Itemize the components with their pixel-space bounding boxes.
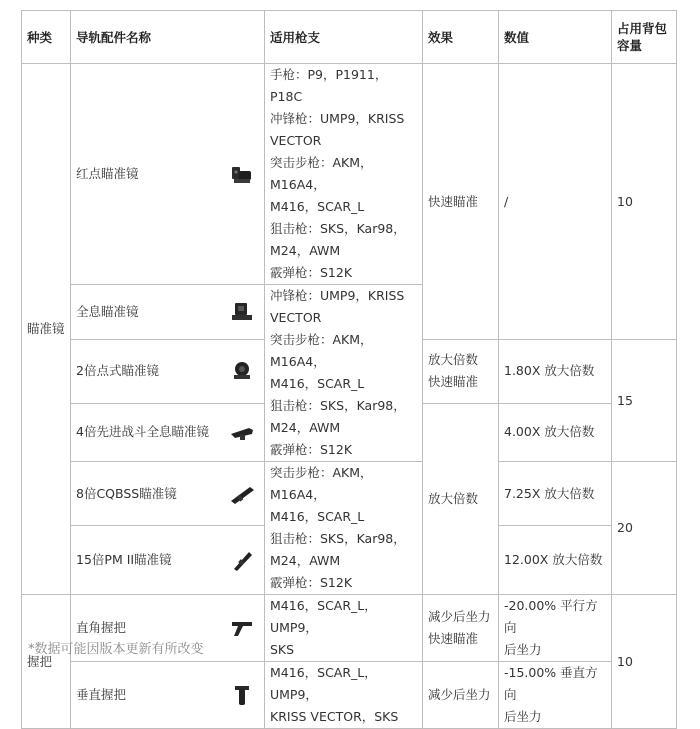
4x-acog-icon xyxy=(229,420,255,444)
header-effect: 效果 xyxy=(423,11,499,64)
8x-scope-icon xyxy=(229,482,255,506)
table-row xyxy=(22,64,677,285)
capacity-cell: 15 xyxy=(612,340,677,462)
group-grip: 握把 xyxy=(22,595,71,729)
value-cell: -20.00% 平行方向 后坐力 xyxy=(499,595,612,662)
value-cell: 12.00X 放大倍数 xyxy=(499,526,612,595)
item-name-cell xyxy=(71,64,265,285)
header-kind: 种类 xyxy=(22,11,71,64)
item-name-cell xyxy=(71,662,265,729)
header-guns: 适用枪支 xyxy=(265,11,423,64)
footnote: *数据可能因版本更新有所改变 xyxy=(28,642,204,657)
capacity-cell: 10 xyxy=(612,64,677,340)
header-value: 数值 xyxy=(499,11,612,64)
capacity-cell: 10 xyxy=(612,595,677,729)
header-name: 导轨配件名称 xyxy=(71,11,265,64)
value-cell: / xyxy=(499,64,612,340)
item-name: 2倍点式瞄准镜 xyxy=(76,363,159,379)
table-row xyxy=(22,462,677,526)
item-name: 15倍PM II瞄准镜 xyxy=(76,552,172,568)
vertical-grip-icon xyxy=(229,683,255,707)
angled-grip-icon xyxy=(229,616,255,640)
attachments-table xyxy=(21,10,677,729)
guns-cell: 突击步枪：AKM，M16A4， M416，SCAR_L 狙击枪：SKS，Kar98， M24，AWM 霰弹枪：S12K xyxy=(265,462,423,595)
effect-cell: 快速瞄准 xyxy=(423,64,499,340)
effect-cell: 放大倍数 快速瞄准 xyxy=(423,340,499,404)
table-row xyxy=(22,662,677,729)
value-cell: 1.80X 放大倍数 xyxy=(499,340,612,404)
value-cell: 4.00X 放大倍数 xyxy=(499,403,612,462)
item-name-cell xyxy=(71,340,265,404)
item-name: 4倍先进战斗全息瞄准镜 xyxy=(76,424,209,440)
effect-cell: 放大倍数 xyxy=(423,403,499,595)
guns-cell: M416，SCAR_L，UMP9， KRISS VECTOR，SKS xyxy=(265,662,423,729)
item-name: 全息瞄准镜 xyxy=(76,304,139,319)
15x-scope-icon xyxy=(229,548,255,572)
2x-scope-icon xyxy=(229,359,255,383)
holographic-sight-icon xyxy=(229,300,255,324)
header-capacity: 占用背包容量 xyxy=(612,11,677,64)
item-name-cell xyxy=(71,462,265,526)
value-cell: 7.25X 放大倍数 xyxy=(499,462,612,526)
guns-cell: M416，SCAR_L，UMP9， SKS xyxy=(265,595,423,662)
guns-cell: 手枪：P9，P1911，P18C 冲锋枪：UMP9，KRISS VECTOR 突击步枪：AKM，M16A4， M416，SCAR_L 狙击枪：SKS，Kar98， M24，AWM 霰弹枪：S12K xyxy=(265,64,423,285)
effect-cell: 减少后坐力 快速瞄准 xyxy=(423,595,499,662)
value-cell: -15.00% 垂直方向 后坐力 xyxy=(499,662,612,729)
effect-cell: 减少后坐力 xyxy=(423,662,499,729)
group-scope: 瞄准镜 xyxy=(22,64,71,595)
item-name-cell xyxy=(71,526,265,595)
item-name: 8倍CQBSS瞄准镜 xyxy=(76,485,177,501)
guns-cell: 冲锋枪：UMP9，KRISS VECTOR 突击步枪：AKM，M16A4， M416，SCAR_L 狙击枪：SKS，Kar98， M24，AWM 霰弹枪：S12K xyxy=(265,285,423,462)
item-name-cell xyxy=(71,285,265,340)
item-name: 垂直握把 xyxy=(76,687,127,702)
item-name: 红点瞄准镜 xyxy=(76,166,139,181)
red-dot-sight-icon xyxy=(229,162,255,186)
capacity-cell: 20 xyxy=(612,462,677,595)
item-name-cell xyxy=(71,403,265,462)
header-row xyxy=(22,11,677,64)
item-name: 直角握把 xyxy=(76,620,127,635)
